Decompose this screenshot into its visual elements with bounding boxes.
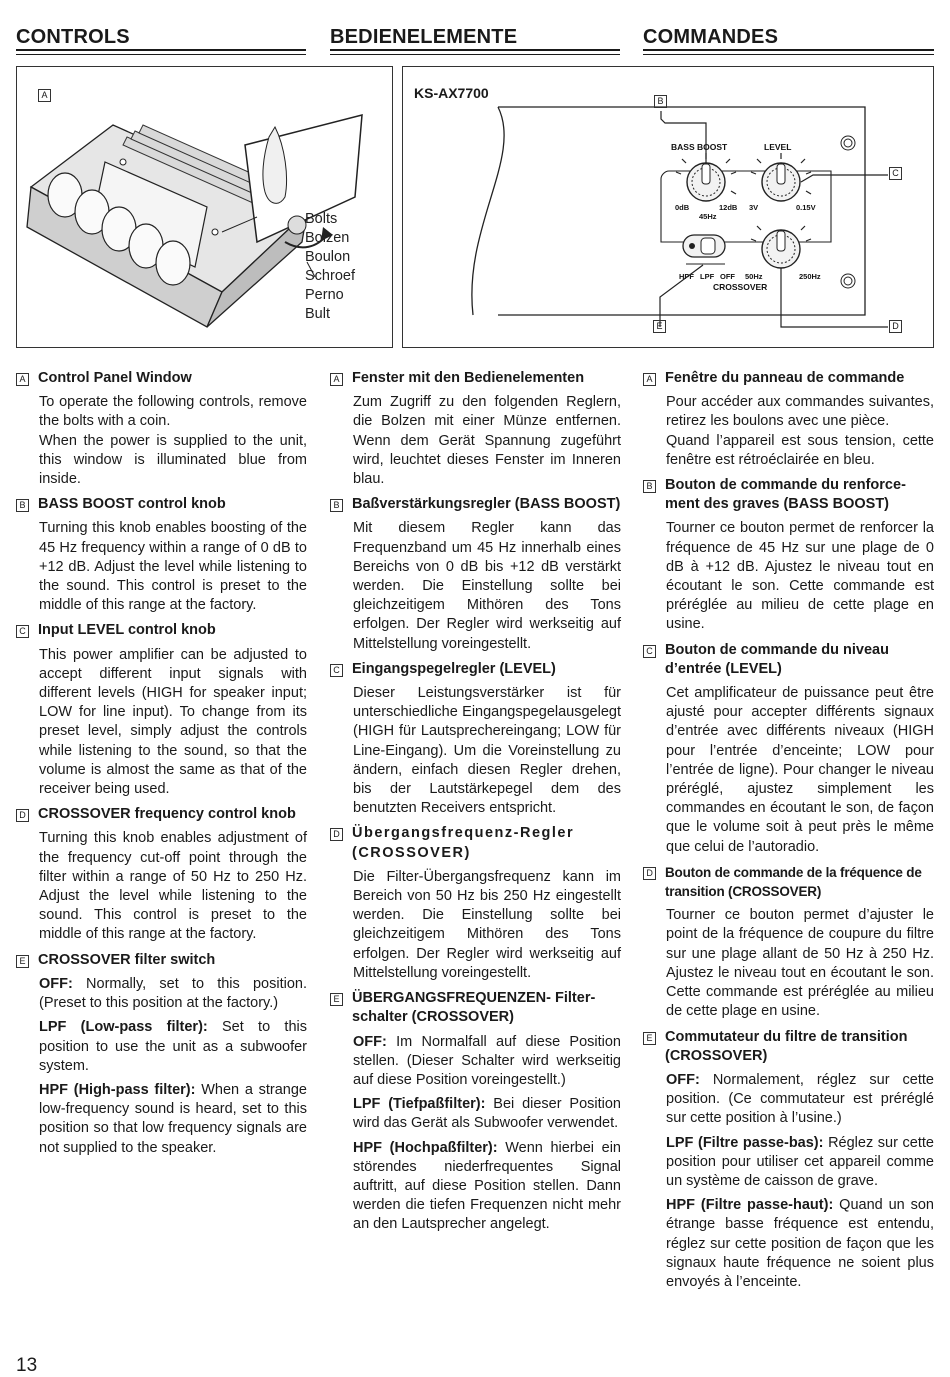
item-text: [666, 1134, 934, 1192]
marker-d: D: [889, 320, 902, 333]
marker-a-en: A: [16, 373, 29, 386]
bolts-label-en: Bolts: [305, 211, 338, 227]
item-text: [353, 1095, 621, 1133]
control-panel-drawing: [403, 67, 935, 349]
item-text: Quand l’appareil est sous tension, cette fenêtre est rétroéclairée en bleu.: [666, 432, 934, 468]
item-a-de: [330, 369, 621, 489]
item-title: Input LEVEL control knob: [38, 622, 216, 639]
off-text: Normally, set to this position. (Preset to this position at the factory.): [39, 975, 307, 1012]
item-text: [666, 1071, 934, 1129]
hpf-label: HPF (Filtre passe-haut):: [666, 1197, 834, 1214]
lpf-label: LPF (Tiefpaßfilter):: [353, 1096, 486, 1113]
item-text: Tourner ce bouton permet de renforcer la fréquence de 45 Hz sur une plage de 0 dB à +12 dB. Ajustez le niveau tout en écoutant le son. Cette commande est préréglée au milieu de cette plage en usine.: [666, 520, 934, 633]
item-title: Bouton de commande du renforcement des graves (BASS BOOST): [665, 477, 906, 513]
model-name: KS-AX7700: [414, 85, 489, 101]
item-title: Bouton de commande du niveau d’entrée (LEVEL): [665, 641, 889, 677]
item-text: [39, 1018, 307, 1076]
item-text: Dieser Leistungsverstärker ist für unterschiedliche Eingangspegelausgelegt (HIGH für Lautsprechereingang; LOW für Line-Eingang). Um die Voreinstellung zu ändern, einfach diesen Regler drehen, bis der Lautstärkepegel dem des benutzten Receivers entspricht.: [353, 685, 621, 817]
bolts-label-fr: Boulon: [305, 249, 351, 265]
bolts-label-sv: Bult: [305, 306, 330, 322]
item-text: Turning this knob enables boosting of the 45 Hz frequency within a range of 0 dB to +12 dB. Adjust the level while listening to the sound. This control is preset to the middle of this range at the factory.: [39, 520, 307, 614]
panel-label-bass-min: 0dB: [675, 203, 690, 212]
off-text: Im Normalfall auf diese Position stellen. (Dieser Schalter wird werkseitig auf diese Position voreingestellt.): [353, 1033, 621, 1088]
marker-c-en: C: [16, 625, 29, 638]
panel-label-cross-max: 250Hz: [799, 272, 821, 281]
item-e-de: [330, 989, 621, 1234]
column-english: [16, 369, 307, 1164]
lpf-label: LPF (Low-pass filter):: [39, 1019, 208, 1036]
item-text: To operate the following controls, remove the bolts with a coin.: [39, 394, 307, 430]
header-rule-fr: [643, 49, 934, 55]
lpf-label: LPF (Filtre passe-bas):: [666, 1134, 824, 1151]
item-c-fr: [643, 641, 934, 857]
off-label: OFF:: [353, 1033, 387, 1050]
panel-label-bass-max: 12dB: [719, 203, 738, 212]
bolts-label-de: Bolzen: [305, 230, 350, 246]
marker-e-fr: E: [643, 1032, 656, 1045]
marker-a-de: A: [330, 373, 343, 386]
item-title: Commutateur du filtre de transition (CROSSOVER): [665, 1028, 908, 1064]
off-label: OFF:: [666, 1071, 700, 1088]
hpf-label: HPF (Hochpaßfilter):: [353, 1139, 498, 1156]
item-a-fr: [643, 369, 934, 470]
item-text: [666, 1196, 934, 1292]
item-text: Zum Zugriff zu den folgenden Reglern, die Bolzen mit einer Münze entfernen. Wenn dem Gerät Spannung zugeführt wird, leuchtet dieses Fenster im Inneren blau.: [353, 394, 621, 488]
marker-b-en: B: [16, 499, 29, 512]
panel-label-cross-min: 50Hz: [745, 272, 763, 281]
item-e-fr: [643, 1028, 934, 1293]
header-fr: COMMANDES: [643, 26, 779, 48]
marker-b-fr: B: [643, 480, 656, 493]
item-d-en: [16, 805, 307, 944]
off-label: OFF:: [39, 975, 73, 992]
item-text: This power amplifier can be adjusted to accept different input signals with different levels (HIGH for speaker input; LOW for line input). To change from its preset level, simply adjust the controls while listening to the sound, so that the volume is almost the same as that of the receiver being used.: [39, 646, 307, 798]
panel-label-level: LEVEL: [764, 142, 792, 152]
hpf-label: HPF (High-pass filter):: [39, 1081, 196, 1098]
item-text: Cet amplificateur de puissance peut être ajusté pour accepter différents signaux d’entrée avec différents niveaux (HIGH pour l’entrée d’enceinte; LOW pour l’entrée de ligne). Pour changer le niveau préréglé, ajustez simplement les commandes en écoutant le son, de façon que le volume soit à peut près le même que celui de l’autoradio.: [666, 685, 934, 855]
panel-label-crossover: CROSSOVER: [713, 282, 768, 292]
filter-switch: [683, 235, 725, 264]
item-title: ÜBERGANGSFREQUENZEN- Filterschalter (CROSSOVER): [352, 990, 596, 1026]
marker-e-en: E: [16, 955, 29, 968]
marker-a-fr: A: [643, 373, 656, 386]
marker-d-en: D: [16, 809, 29, 822]
panel-label-bass-freq: 45Hz: [699, 212, 717, 221]
item-c-en: [16, 621, 307, 799]
hpf-text: When a strange low-frequency sound is heard, set to this position so that low frequency signals are not supplied to the speaker.: [39, 1081, 307, 1156]
hpf-text: Wenn hierbei ein störendes niederfrequentes Signal auftritt, auf diese Position stellen. Dann werden die tiefen Frequenzen nicht mehr an den Lautsprecher angelegt.: [353, 1139, 621, 1233]
item-title: Eingangspegelregler (LEVEL): [352, 660, 556, 677]
panel-label-off: OFF: [720, 272, 735, 281]
item-title: CROSSOVER frequency control knob: [38, 806, 296, 823]
item-text: Die Filter-Übergangsfrequenz kann im Bereich von 50 Hz bis 250 Hz eingestellt werden. Die Einstellung sollte bei gleichzeitigem Mithören des Tons erfolgen. Der Regler wird werkseitig auf Mittelstellung voreingestellt.: [353, 868, 621, 981]
bass-boost-knob: [687, 163, 725, 201]
item-title: Fenster mit den Bedienelementen: [352, 370, 585, 386]
item-title: CROSSOVER filter switch: [38, 951, 216, 968]
marker-e: E: [653, 320, 666, 333]
panel-label-level-max: 0.15V: [796, 203, 816, 212]
item-b-fr: [643, 476, 934, 635]
item-d-de: [330, 824, 621, 983]
column-french: [643, 369, 934, 1298]
marker-e-de: E: [330, 993, 343, 1006]
marker-c-fr: C: [643, 645, 656, 658]
panel-label-lpf: LPF: [700, 272, 715, 281]
bolts-label-es: Perno: [305, 287, 344, 303]
panel-label-level-min: 3V: [749, 203, 759, 212]
panel-label-hpf: HPF: [679, 272, 694, 281]
bolts-labels: [305, 210, 355, 324]
item-d-fr: [643, 863, 934, 1022]
marker-c: C: [889, 167, 902, 180]
marker-b: B: [654, 95, 667, 108]
item-text: [39, 1081, 307, 1158]
column-german: [330, 369, 621, 1241]
item-text: [353, 1139, 621, 1235]
marker-a: A: [38, 89, 51, 102]
level-knob: [762, 163, 800, 201]
header-rule-de: [330, 49, 620, 55]
off-text: Normalement, réglez sur cette position. (Ce commutateur est préréglé sur cette position à l’usine.): [666, 1071, 934, 1127]
header-de: BEDIENELEMENTE: [330, 26, 518, 48]
item-text: [353, 1033, 621, 1091]
amplifier-illustration: [16, 66, 393, 348]
item-title: Bouton de commande de la fréquence de transition (CROSSOVER): [665, 864, 922, 900]
item-text: Tourner ce bouton permet d’ajuster le point de la fréquence de coupure du filtre sur une plage allant de 50 Hz à 250 Hz. Ajustez le niveau tout en écoutant le son. Cette commande est préréglée au milieu de cette plage en usine.: [666, 907, 934, 1020]
crossover-knob: [762, 230, 800, 268]
control-panel-illustration: [402, 66, 934, 348]
item-title: BASS BOOST control knob: [38, 496, 226, 513]
lpf-text: Set to this position to use the unit as a subwoofer system.: [39, 1019, 307, 1074]
item-text: Turning this knob enables adjustment of the frequency cut-off point through the filter within a range of 50 Hz to 250 Hz. Adjust the level while listening to the sound. This control is preset to the middle of this range at the factory.: [39, 830, 307, 943]
item-b-de: [330, 495, 621, 654]
lpf-text: Réglez sur cette position pour utiliser cet appareil comme un système de caisson de grave.: [666, 1134, 934, 1189]
panel-label-bass-boost: BASS BOOST: [671, 142, 728, 152]
item-e-en: [16, 951, 307, 1158]
lpf-text: Bei dieser Position wird das Gerät als Subwoofer verwendet.: [353, 1096, 621, 1132]
header-rule-en: [16, 49, 306, 55]
marker-c-de: C: [330, 664, 343, 677]
marker-d-fr: D: [643, 867, 656, 880]
marker-d-de: D: [330, 828, 343, 841]
item-b-en: [16, 495, 307, 615]
bolts-label-nl: Schroef: [305, 268, 355, 284]
page-number: 13: [16, 1355, 38, 1376]
item-title: Fenêtre du panneau de commande: [665, 370, 905, 386]
hpf-text: Quand un son étrange basse fréquence est entendu, réglez sur cette position de façon que les signaux haute fréquence ne soient plus envoyés à l’enceinte.: [666, 1197, 934, 1290]
marker-b-de: B: [330, 499, 343, 512]
item-text: [39, 975, 307, 1013]
item-c-de: [330, 660, 621, 819]
item-a-en: [16, 369, 307, 489]
item-text: When the power is supplied to the unit, this window is illuminated blue from inside.: [39, 432, 307, 488]
item-title: Baßverstärkungsregler (BASS BOOST): [352, 496, 621, 513]
item-text: Pour accéder aux commandes suivantes, retirez les boulons avec une pièce.: [666, 394, 934, 430]
item-text: Mit diesem Regler kann das Frequenzband um 45 Hz innerhalb eines Bereichs von 0 dB bis +12 dB verstärkt werden. Die Einstellung sollte bei gleichzeitigem Mithören des Tons erfolgen. Der Regler wird werkseitig auf Mittelstellung voreingestellt.: [353, 520, 621, 652]
item-title: Control Panel Window: [38, 370, 192, 386]
header-en: CONTROLS: [16, 26, 130, 48]
item-title: Übergangsfrequenz-Regler (CROSSOVER): [352, 825, 575, 861]
